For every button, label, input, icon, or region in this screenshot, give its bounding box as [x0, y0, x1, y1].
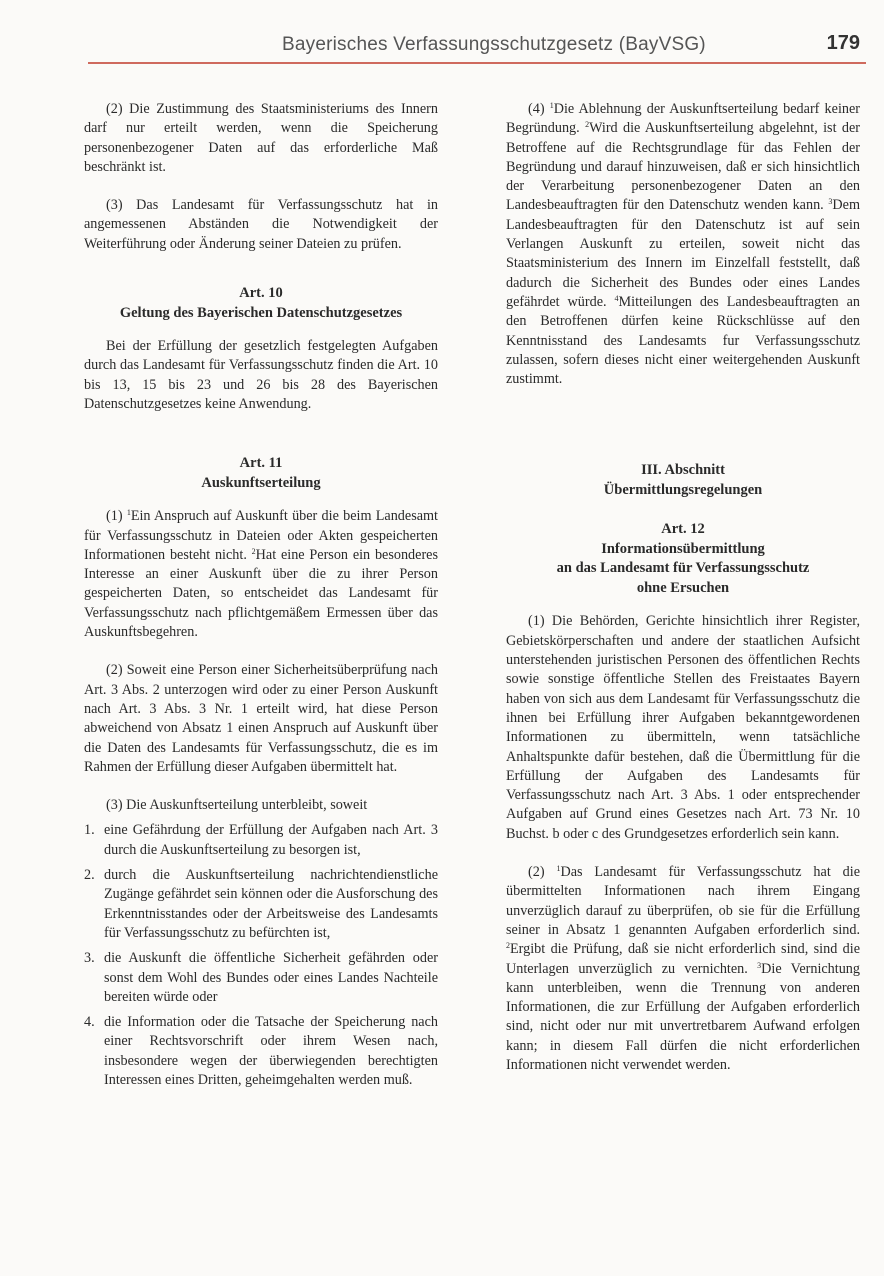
art12-title-line3: ohne Ersuchen — [636, 579, 730, 596]
art12-title-line2: an das Landesamt für Verfassungsschutz — [556, 560, 810, 577]
page-header — [88, 28, 866, 68]
header-divider — [88, 62, 866, 64]
paragraph-art10: Bei der Erfüllung der gesetzlich festgelegten Aufgaben durch das Landesamt für Verfassungsschutz finden die Art. 10 bis 13, 15 bis 23 und 26 bis 28 des Bayerischen Datenschutzgesetzes keine Anwendung. — [84, 338, 438, 412]
list-item: 2. durch die Auskunftserteilung nachrichtendienstliche Zugänge gefährdet sein können oder die Ausforschung des Erkenntnisstandes oder der Arbeitsweise des Landesamts für Verfassungsschutz zu befürchten ist, — [84, 867, 438, 941]
paragraph-art11-2: (2) Soweit eine Person einer Sicherheitsüberprüfung nach Art. 3 Abs. 2 unterzogen wird oder zu einer Person Auskunft nach Art. 3 Abs. 3 Nr. 1 erteilt wird, hat diese Person abweichend von Absatz 1 einen Anspruch auf Auskunft über die Daten des Landesamts für Verfassungsschutz, die es im Rahmen der Erfüllung dieser Aufgaben übermittelt hat. — [84, 662, 438, 775]
art10-number: Art. 10 — [239, 285, 283, 302]
art11-title: Auskunftserteilung — [201, 474, 321, 491]
art11-number: Art. 11 — [239, 455, 283, 472]
section-number: III. Abschnitt — [641, 462, 725, 479]
art11-list — [84, 821, 438, 1090]
running-title: Bayerisches Verfassungsschutzgesetz (BayVSG) — [282, 34, 706, 55]
right-column — [506, 100, 860, 1075]
paragraph-art11-4: (4) $^1$Die Ablehnung der Auskunftserteilung bedarf keiner Begründung. $^2$Wird die Auskunftserteilung abgelehnt, ist der Betroffene auf die Rechtsgrundlage für das Fehlen der Begründung und darauf hinzuweisen, daß er sich hinsichtlich der Verarbeitung personenbezogener Daten an den Landesbeauftragten für den Datenschutz wenden kann. $^3$Dem Landesbeauftragten für den Datenschutz ist auf sein Verlangen Auskunft zu erteilen, soweit nicht das Staatsministerium des Innern im Einzelfall feststellt, daß dadurch die Sicherheit des Bundes oder eines Landes gefährdet würde. $^4$Mitteilungen des Landesbeauftragten an den Betroffenen dürfen keine Rückschlüsse auf den Kenntnisstand des Landesamts fur Verfassungsschutz zulassen, sofern dieses nicht einer weitergehenden Auskunft zustimmt. — [506, 101, 860, 388]
art10-title: Geltung des Bayerischen Datenschutzgesetzes — [119, 304, 403, 321]
paragraph-art9-3: (3) Das Landesamt für Verfassungsschutz hat in angemessenen Abständen die Notwendigkeit der Weiterführung oder Änderung seiner Dateien zu prüfen. — [84, 197, 438, 252]
paragraph-art9-2: (2) Die Zustimmung des Staatsministeriums des Innern darf nur erteilt werden, wenn die Speicherung personenbezogener Daten auf das erforderliche Maß beschränkt ist. — [84, 101, 438, 175]
list-item: 4. die Information oder die Tatsache der Speicherung nach einer Rechtsvorschrift oder ihrem Wesen nach, insbesondere wegen der überwiegenden berechtigten Interessen eines Dritten, geheimgehalten werden muß. — [84, 1014, 438, 1088]
art12-number: Art. 12 — [661, 521, 705, 538]
section-title: Übermittlungsregelungen — [603, 481, 763, 498]
paragraph-art11-1: (1) $^1$Ein Anspruch auf Auskunft über die beim Landesamt für Verfassungsschutz in Dateien oder Akten gespeicherten Informationen besteht nicht. $^2$Hat eine Person ein besonderes Interesse an einer Auskunft über die zu ihrer Person gespeicherten Daten, so entscheidet das Landesamt für Verfassungsschutz nach pflichtgemäßem Ermessen über das Auskunftsbegehren. — [84, 508, 438, 641]
paragraph-art11-3: (3) Die Auskunftserteilung unterbleibt, soweit — [106, 797, 368, 814]
page-number: 179 — [826, 32, 860, 54]
list-item: 1. eine Gefährdung der Erfüllung der Aufgaben nach Art. 3 durch die Auskunftserteilung zu besorgen ist, — [84, 822, 438, 858]
art12-title-line1: Informationsübermittlung — [601, 540, 765, 557]
paragraph-art12-1: (1) Die Behörden, Gerichte hinsichtlich ihrer Register, Gebietskörperschaften und andere der staatlichen Aufsicht unterstehenden juristischen Personen des öffentlichen Rechts sowie sonstige öffentliche Stellen des Freistaates Bayern haben von sich aus dem Landesamt für Verfassungsschutz die ihnen bei Erfüllung ihrer Aufgaben bekanntgewordenen Informationen zu übermitteln, wenn tatsächliche Anhaltspunkte dafür bestehen, daß die Übermittlung für die Erfüllung der Aufgaben des Landesamts für Verfassungsschutz nach Art. 3 Abs. 1 oder entsprechender Aufgaben auf Grund eines Gesetzes nach Art. 73 Nr. 10 Buchst. b oder c des Grundgesetzes erforderlich sein kann. — [506, 613, 860, 842]
paragraph-art12-2: (2) $^1$Das Landesamt für Verfassungsschutz hat die übermittelten Informationen nach ihrem Eingang unverzüglich darauf zu überprüfen, ob sie für die Erfüllung seiner in Absatz 1 genannten Aufgaben erforderlich sind. $^2$Ergibt die Prüfung, daß sie nicht erforderlich sind, sind die Unterlagen unverzüglich zu vernichten. $^3$Die Vernichtung kann unterbleiben, wenn die Trennung von anderen Informationen, die zur Erfüllung der Aufgaben erforderlich sind, nicht oder nur mit unvertretbarem Aufwand erfolgen kann; in diesem Fall dürfen die nicht erforderlichen Informationen nicht verwendet werden. — [506, 864, 860, 1073]
left-column — [84, 100, 438, 1096]
list-item: 3. die Auskunft die öffentliche Sicherheit gefährden oder sonst dem Wohl des Bundes oder eines Landes Nachteile bereiten würde oder — [84, 950, 438, 1005]
